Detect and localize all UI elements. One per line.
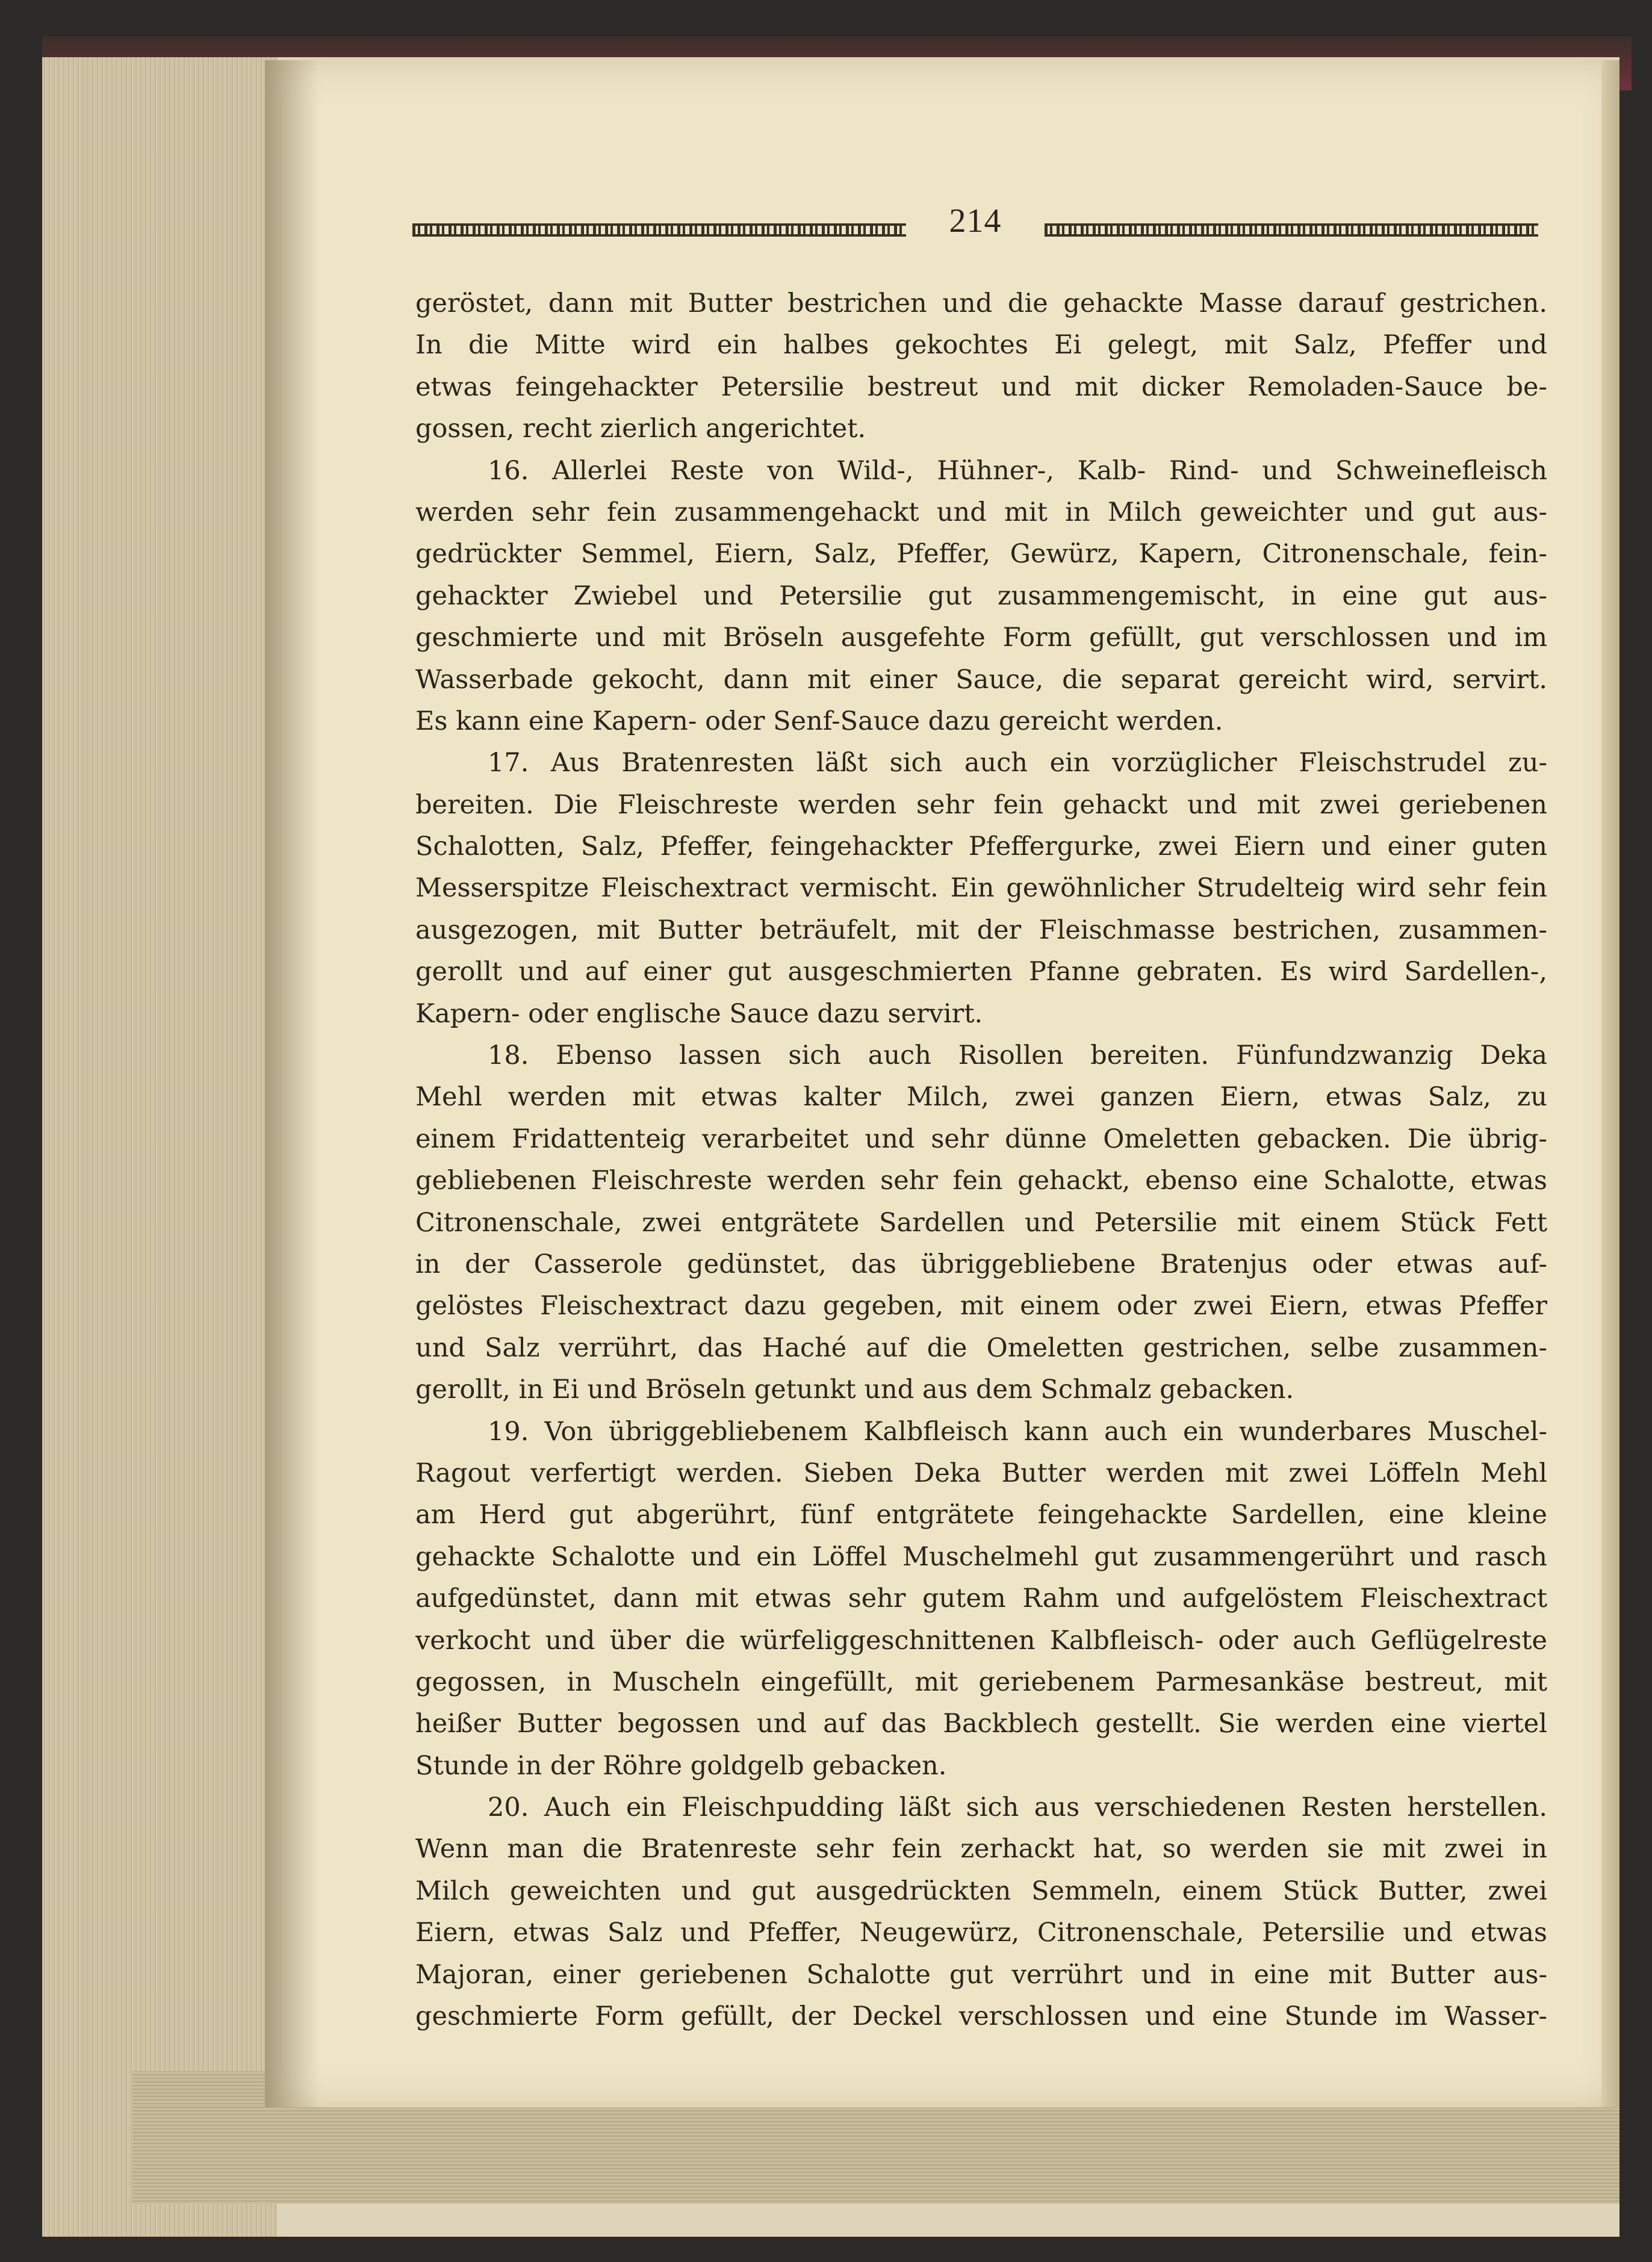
text-line: 19. Von übriggebliebenem Kalbfleisch kann auch ein wunderbares Muschel-	[488, 1416, 1547, 1447]
text-line: Es kann eine Kapern- oder Senf-Sauce dazu gereicht werden.	[415, 706, 1223, 736]
text-line: Schalotten, Salz, Pfeffer, feingehackter Pfeffergurke, zwei Eiern und einer guten	[415, 831, 1547, 862]
text-line: 16. Allerlei Reste von Wild-, Hühner-, Kalb- Rind- und Schweinefleisch	[488, 455, 1547, 486]
text-line: Wasserbade gekocht, dann mit einer Sauce, die separat gereicht wird, servirt.	[415, 664, 1547, 695]
text-line: verkocht und über die würfeliggeschnittenen Kalbfleisch- oder auch Geflügelreste	[415, 1625, 1547, 1656]
page-right-edge	[1601, 60, 1619, 2107]
text-line: gossen, recht zierlich angerichtet.	[415, 414, 866, 444]
text-line: 18. Ebenso lassen sich auch Risollen bereiten. Fünfundzwanzig Deka	[488, 1040, 1547, 1071]
text-line: In die Mitte wird ein halbes gekochtes Ei gelegt, mit Salz, Pfeffer und	[415, 330, 1547, 361]
text-line: geschmierte und mit Bröseln ausgefehte Form gefüllt, gut verschlossen und im	[415, 623, 1547, 653]
text-line: gehackter Zwiebel und Petersilie gut zusammengemischt, in eine gut aus-	[415, 580, 1547, 611]
text-line: bereiten. Die Fleischreste werden sehr fein gehackt und mit zwei geriebenen	[415, 789, 1547, 820]
page-header	[412, 202, 1538, 250]
text-line: Wenn man die Bratenreste sehr fein zerhackt hat, so werden sie mit zwei in	[415, 1834, 1547, 1865]
text-line: Kapern- oder englische Sauce dazu servirt.	[415, 998, 983, 1029]
text-line: heißer Butter begossen und auf das Backblech gestellt. Sie werden eine viertel	[415, 1709, 1547, 1739]
text-line: am Herd gut abgerührt, fünf entgrätete feingehackte Sardellen, eine kleine	[415, 1500, 1547, 1530]
text-line: gedrückter Semmel, Eiern, Salz, Pfeffer, Gewürz, Kapern, Citronenschale, fein-	[415, 539, 1547, 570]
text-line: gerollt und auf einer gut ausgeschmierten Pfanne gebraten. Es wird Sardellen-,	[415, 957, 1547, 987]
text-line: Citronenschale, zwei entgrätete Sardellen und Petersilie mit einem Stück Fett	[415, 1207, 1547, 1238]
page-edges-left	[42, 57, 277, 2237]
text-line: Stunde in der Röhre goldgelb gebacken.	[415, 1750, 947, 1781]
body-text	[415, 283, 1547, 2037]
text-line: Eiern, etwas Salz und Pfeffer, Neugewürz, Citronenschale, Petersilie und etwas	[415, 1918, 1547, 1948]
text-line: geröstet, dann mit Butter bestrichen und die gehackte Masse darauf gestrichen.	[415, 288, 1547, 318]
text-line: gebliebenen Fleischreste werden sehr fein gehackt, ebenso eine Schalotte, etwas	[415, 1166, 1547, 1196]
text-line: geschmierte Form gefüllt, der Deckel verschlossen und eine Stunde im Wasser-	[415, 2001, 1547, 2032]
text-line: gehackte Schalotte und ein Löffel Muschelmehl gut zusammengerührt und rasch	[415, 1541, 1547, 1572]
text-line: ausgezogen, mit Butter beträufelt, mit der Fleischmasse bestrichen, zusammen-	[415, 915, 1547, 945]
text-line: gegossen, in Muscheln eingefüllt, mit geriebenem Parmesankäse bestreut, mit	[415, 1667, 1547, 1697]
text-line: gelöstes Fleischextract dazu gegeben, mit einem oder zwei Eiern, etwas Pfeffer	[415, 1291, 1547, 1322]
text-line: einem Fridattenteig verarbeitet und sehr dünne Omeletten gebacken. Die übrig-	[415, 1123, 1547, 1154]
text-line: 17. Aus Bratenresten läßt sich auch ein vorzüglicher Fleischstrudel zu-	[488, 748, 1547, 778]
text-line: Majoran, einer geriebenen Schalotte gut verrührt und in eine mit Butter aus-	[415, 1959, 1547, 1990]
text-line: etwas feingehackter Petersilie bestreut und mit dicker Remoladen-Sauce be-	[415, 371, 1547, 402]
binding-shadow	[265, 60, 319, 2107]
text-line: Messerspitze Fleischextract vermischt. Ein gewöhnlicher Strudelteig wird sehr fein	[415, 873, 1547, 904]
text-line: Mehl werden mit etwas kalter Milch, zwei ganzen Eiern, etwas Salz, zu	[415, 1082, 1547, 1113]
text-line: aufgedünstet, dann mit etwas sehr gutem Rahm und aufgelöstem Fleischextract	[415, 1583, 1547, 1614]
text-line: Milch geweichten und gut ausgedrückten Semmeln, einem Stück Butter, zwei	[415, 1875, 1547, 1906]
text-line: gerollt, in Ei und Bröseln getunkt und aus dem Schmalz gebacken.	[415, 1375, 1294, 1405]
text-line: und Salz verrührt, das Haché auf die Omeletten gestrichen, selbe zusammen-	[415, 1332, 1547, 1363]
page-number: 214	[949, 202, 1002, 240]
text-line: 20. Auch ein Fleischpudding läßt sich aus verschiedenen Resten herstellen.	[488, 1792, 1547, 1823]
header-ornament-right	[1045, 223, 1538, 237]
text-line: Ragout verfertigt werden. Sieben Deka Butter werden mit zwei Löffeln Mehl	[415, 1458, 1547, 1488]
text-line: werden sehr fein zusammengehackt und mit in Milch geweichter und gut aus-	[415, 497, 1547, 527]
text-line: in der Casserole gedünstet, das übriggebliebene Bratenjus oder etwas auf-	[415, 1249, 1547, 1279]
